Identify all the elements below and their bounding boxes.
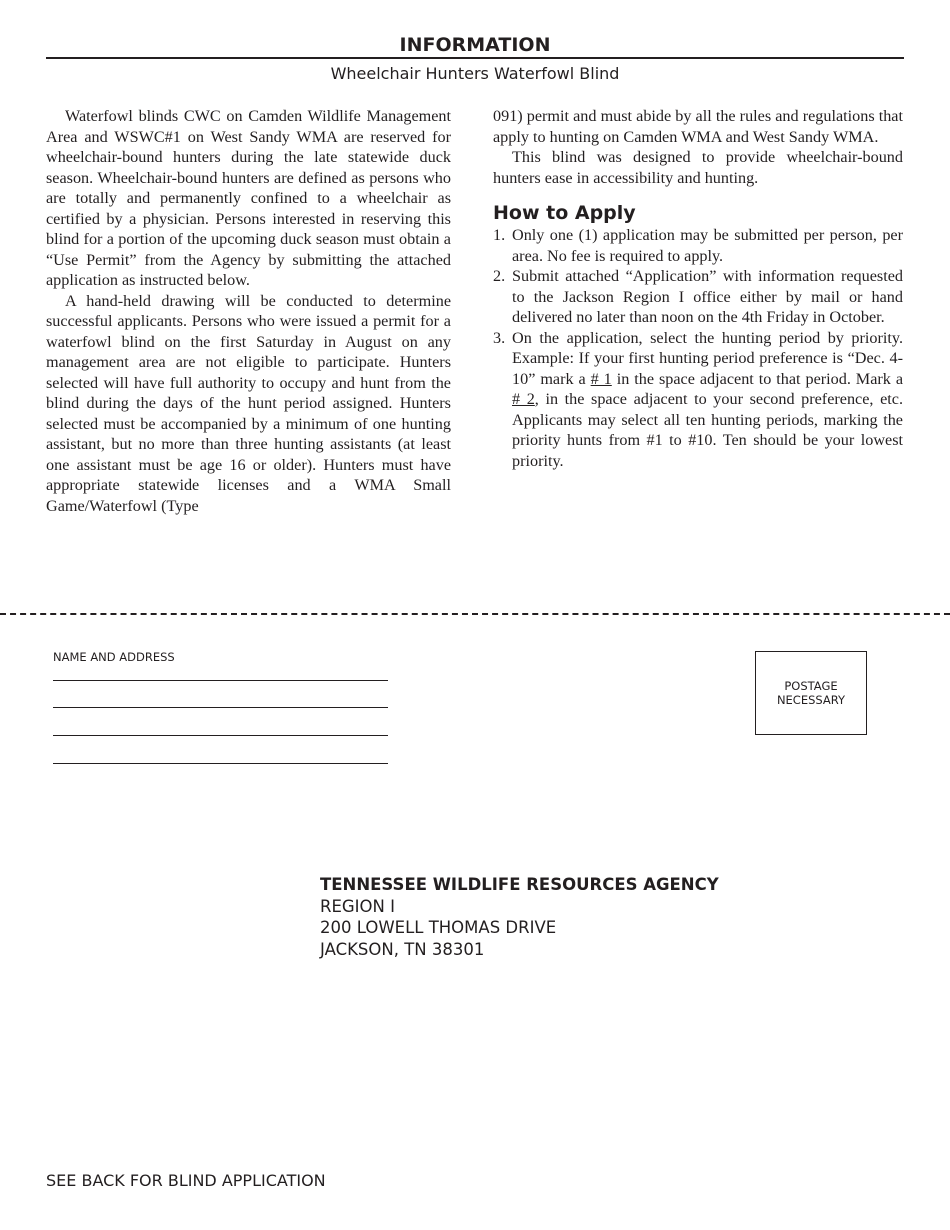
step-text-part-b: in the space adjacent to that period. Mark a — [611, 369, 903, 388]
agency-street: 200 LOWELL THOMAS DRIVE — [320, 918, 557, 938]
paragraph-permit-continued: 091) permit and must abide by all the rules and regulations that apply to hunting on Camden WMA and West Sandy WMA. — [493, 107, 903, 146]
page-title: INFORMATION — [399, 34, 551, 56]
address-line-2[interactable] — [53, 707, 388, 708]
list-item — [493, 225, 903, 266]
step-text: Only one (1) application may be submitted per person, per area. No fee is required to apply. — [512, 226, 903, 265]
step-number: 3. — [493, 328, 506, 347]
footer-note: SEE BACK FOR BLIND APPLICATION — [46, 1171, 326, 1190]
agency-region: REGION I — [320, 896, 395, 916]
list-item — [493, 266, 903, 328]
priority-mark-1: # 1 — [590, 369, 612, 388]
agency-city: JACKSON, TN 38301 — [320, 940, 485, 960]
paragraph-blind-design: This blind was designed to provide wheelchair-bound hunters ease in accessibility and hunting. — [493, 148, 903, 187]
name-address-label: NAME AND ADDRESS — [53, 650, 175, 664]
postage-box — [755, 651, 867, 735]
agency-name: TENNESSEE WILDLIFE RESOURCES AGENCY — [320, 875, 719, 894]
title-divider — [46, 57, 904, 59]
right-column — [493, 106, 903, 471]
list-item — [493, 328, 903, 472]
address-line-3[interactable] — [53, 735, 388, 736]
paragraph-blinds-reserved: Waterfowl blinds CWC on Camden Wildlife Management Area and WSWC#1 on West Sandy WMA are reserved for wheelchair-bound hunters during the late statewide duck season. Wheelchair-bound hunters are defined as persons who are totally and permanently confined to a wheelchair as certified by a physician. Persons interested in reserving this blind for a portion of the upcoming duck season must obtain a “Use Permit” from the Agency by submitting the attached application as instructed below. — [46, 107, 451, 289]
postage-label-line1: POSTAGE — [784, 679, 838, 693]
how-to-apply-heading: How to Apply — [493, 202, 636, 224]
step-text-part-a: On the application, select the hunting period by priority. Example: If your first hunting period preference is “Dec. 4-10” mark a — [512, 328, 903, 388]
paragraph-drawing: A hand-held drawing will be conducted to determine successful applicants. Persons who were issued a permit for a waterfowl blind on the first Saturday in August on any management area are not eligible to participate. Hunters selected will have full authority to occupy and hunt from the blind during the days of the hunt period assigned. Hunters selected must be accompanied by a minimum of one hunting assistant, but no more than three hunting assistants (at least one assistant must be age 16 or older). Hunters must have appropriate statewide licenses and a WMA Small Game/Waterfowl (Type — [46, 291, 451, 515]
step-text: Submit attached “Application” with information requested to the Jackson Region I office either by mail or hand delivered no later than noon on the 4th Friday in October. — [512, 267, 903, 326]
address-line-4[interactable] — [53, 763, 388, 764]
step-number: 2. — [493, 267, 506, 285]
step-number: 1. — [493, 226, 506, 244]
cut-line-dashed — [0, 613, 950, 615]
page-subtitle: Wheelchair Hunters Waterfowl Blind — [330, 64, 620, 83]
mailing-address — [320, 874, 719, 961]
priority-mark-2: # 2 — [512, 390, 535, 408]
left-column — [46, 106, 451, 516]
address-line-1[interactable] — [53, 680, 388, 681]
step-text-part-c: , in the space adjacent to your second preference, etc. Applicants may select all ten hunting periods, marking the priority hunts from #1 to #10. Ten should be your lowest priority. — [512, 390, 903, 470]
apply-steps-list — [493, 225, 903, 471]
postage-label-line2: NECESSARY — [776, 693, 846, 707]
